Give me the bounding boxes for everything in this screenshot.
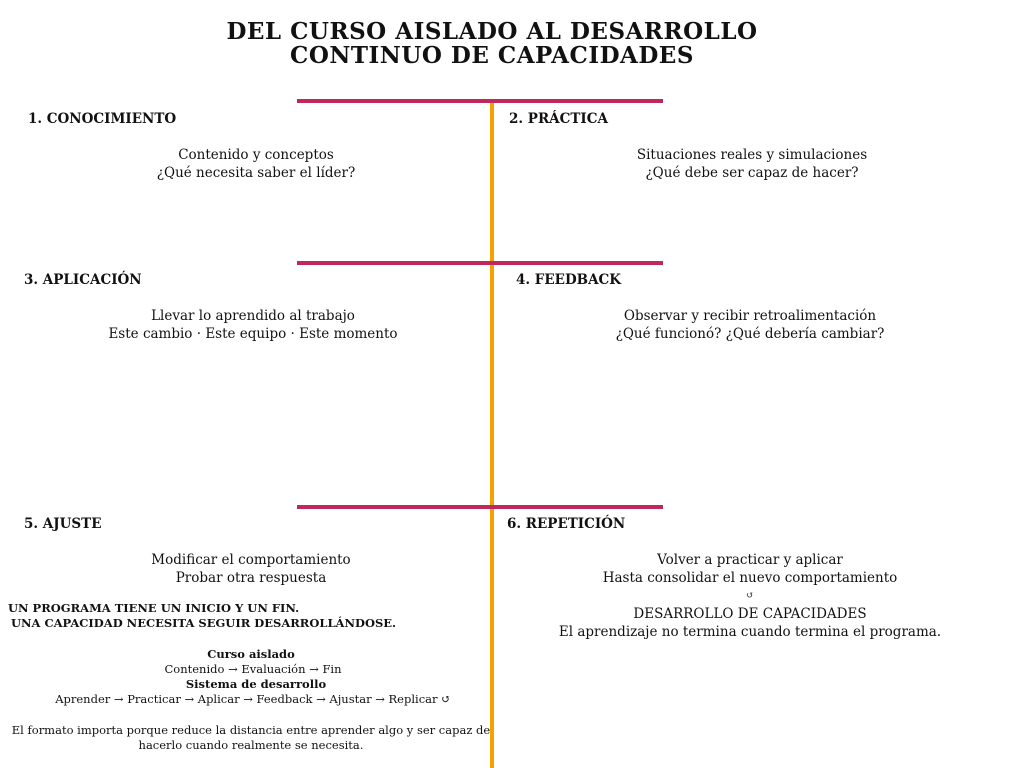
section-5-description <box>0 551 502 587</box>
title-line-1: DEL CURSO AISLADO AL DESARROLLO <box>226 18 758 45</box>
section-6-description <box>500 551 1000 641</box>
divider-line-3 <box>297 505 663 509</box>
section-2-heading: 2. PRÁCTICA <box>509 111 608 127</box>
section-5-heading: 5. AJUSTE <box>24 516 102 532</box>
section-6-line-4: DESARROLLO DE CAPACIDADES <box>633 606 867 622</box>
section-6-line-1: Volver a practicar y aplicar <box>657 552 843 568</box>
sistema-desarrollo-flow: Aprender → Practicar → Aplicar → Feedback → Ajustar → Replicar ↺ <box>55 692 451 706</box>
section-3-heading: 3. APLICACIÓN <box>24 272 142 288</box>
section-1-heading: 1. CONOCIMIENTO <box>28 111 177 127</box>
section-1-line-2: ¿Qué necesita saber el líder? <box>156 165 356 181</box>
section-4-line-2: ¿Qué funcionó? ¿Qué debería cambiar? <box>615 326 885 342</box>
page-title <box>0 20 984 68</box>
note-capacity-line: UNA CAPACIDAD NECESITA SEGUIR DESARROLLÁNDOSE. <box>11 616 397 630</box>
footer-note-line-2: hacerlo cuando realmente se necesita. <box>138 738 364 752</box>
section-2-line-2: ¿Qué debe ser capaz de hacer? <box>645 165 859 181</box>
section-2-description <box>502 146 1002 182</box>
section-5-line-2: Probar otra respuesta <box>175 570 327 586</box>
section-3-line-1: Llevar lo aprendido al trabajo <box>151 308 355 324</box>
section-1-line-1: Contenido y conceptos <box>178 147 334 163</box>
divider-line-2 <box>297 261 663 265</box>
section-4-description <box>500 307 1000 343</box>
section-3-line-2: Este cambio · Este equipo · Este momento <box>108 326 398 342</box>
sistema-desarrollo-label: Sistema de desarrollo <box>185 677 327 691</box>
section-4-heading: 4. FEEDBACK <box>516 272 622 288</box>
section-2-line-1: Situaciones reales y simulaciones <box>636 147 868 163</box>
section-5-line-1: Modificar el comportamiento <box>151 552 351 568</box>
title-line-2: CONTINUO DE CAPACIDADES <box>290 42 694 69</box>
curso-aislado-flow: Contenido → Evaluación → Fin <box>164 662 342 676</box>
footer-note-line-1: El formato importa porque reduce la distancia entre aprender algo y ser capaz de <box>11 723 491 737</box>
divider-line-1 <box>297 99 663 103</box>
section-6-heading: 6. REPETICIÓN <box>507 516 626 532</box>
note-program-line: UN PROGRAMA TIENE UN INICIO Y UN FIN. <box>8 601 300 615</box>
curso-aislado-label: Curso aislado <box>207 647 295 661</box>
section-3-description <box>0 307 506 343</box>
section-1-description <box>0 146 512 182</box>
cycle-icon: ↺ <box>746 591 754 601</box>
section-6-line-2: Hasta consolidar el nuevo comportamiento <box>602 570 898 586</box>
section-6-line-5: El aprendizaje no termina cuando termina el programa. <box>558 624 942 640</box>
section-4-line-1: Observar y recibir retroalimentación <box>623 308 877 324</box>
